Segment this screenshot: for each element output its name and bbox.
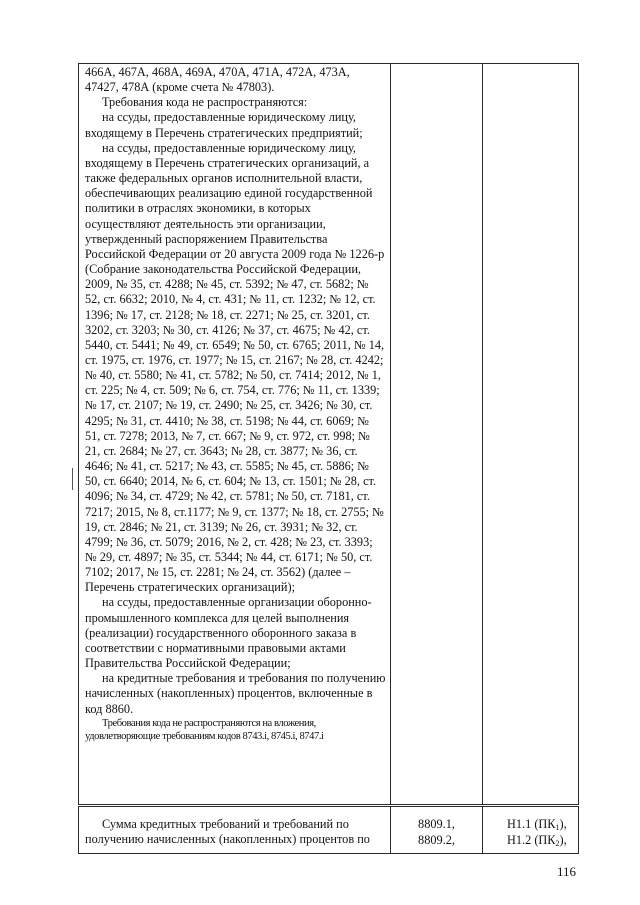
code-value: 8809.1,: [418, 817, 455, 831]
ratio-cell: [483, 64, 579, 806]
exclusion-item: на ссуды, предоставленные юридическому лицу, входящему в Перечень стратегических организаций, а также федеральных органов исполнительной власти, обеспечивающих реализацию единой государственной политики в отраслях экономики, в которых осуществляют деятельность эти организации, утвержденный распоряжением Правительства Российской Федерации от 20 августа 2009 года № 1226-р (Собрание законодательства Российской Федерации, 2009, № 35, ст. 4288; № 45, ст. 5392; № 47, ст. 5682; № 52, ст. 6632; 2010, № 4, ст. 431; № 11, ст. 1232; № 12, ст. 1396; № 17, ст. 2128; № 18, ст. 2271; № 25, ст. 3201, ст. 3202, ст. 3203; № 30, ст. 4126; № 37, ст. 4675; № 42, ст. 5440, ст. 5441; № 49, ст. 6549; № 50, ст. 6765; 2011, № 14, ст. 1975, ст. 1976, ст. 1977; № 15, ст. 2167; № 28, ст. 4242; № 40, ст. 5580; № 41, ст. 5782; № 50, ст. 7414; 2012, № 1, ст. 225; № 4, ст. 509; № 6, ст. 754, ст. 776; № 11, ст. 1339; № 17, ст. 2107; № 19, ст. 2490; № 25, ст. 3426; № 30, ст. 4295; № 31, ст. 4410; № 38, ст. 5198; № 44, ст. 6069; № 51, ст. 7278; 2013, № 7, ст. 667; № 9, ст. 972, ст. 998; № 21, ст. 2684; № 27, ст. 3643; № 28, ст. 3877; № 36, ст. 4646; № 41, ст. 5217; № 43, ст. 5585; № 45, ст. 5886; № 50, ст. 6640; 2014, № 6, ст. 604; № 13, ст. 1501; № 28, ст. 4096; № 34, ст. 4729; № 42, ст. 5781; № 50, ст. 7181, ст. 7217; 2015, № 8, ст.1177; № 9, ст. 1377; № 18, ст. 2755; № 19, ст. 2846; № 21, ст. 3139; № 26, ст. 3931; № 32, ст. 4799; № 36, ст. 5079; 2016, № 2, ст. 428; № 23, ст. 3393; № 29, ст. 4897; № 35, ст. 5344; № 44, ст. 6171; № 50, ст. 7102; 2017, № 15, ст. 2281; № 24, ст. 3562) (далее – Перечень стратегических организаций);: [85, 140, 385, 595]
exclusions-heading: Требования кода не распространяются:: [102, 95, 308, 110]
description-cell: [79, 806, 391, 854]
table-row: [79, 64, 579, 806]
code-cell: [391, 806, 483, 854]
investment-exclusion-note: Требования кода не распространяются на вложения, удовлетворяющие требованиям кодов 8743.i, 8745.i, 8747.i: [85, 717, 324, 742]
code-value: 8809.2,: [418, 832, 455, 847]
margin-mark: [72, 468, 73, 490]
ratio-cell: [483, 806, 579, 854]
ratio-value: Н1.2 $(ПК_2)$,: [507, 832, 567, 848]
requirements-table: [78, 63, 579, 854]
ratio-value: Н1.1 $(ПК_1)$,: [507, 817, 567, 832]
description-cell: [79, 64, 391, 806]
exclusion-item: на ссуды, предоставленные организации оборонно-промышленного комплекса для целей выполнения (реализации) государственного оборонного заказа в соответствии с нормативными правовыми актами Правительства Российской Федерации;: [85, 595, 372, 671]
account-list-text: 466А, 467А, 468А, 469А, 470А, 471А, 472А, 473А, 47427, 478А (кроме счета № 47803).: [85, 65, 350, 95]
code-cell: [391, 64, 483, 806]
page-number: 116: [557, 864, 577, 879]
table-row: [79, 806, 579, 854]
row-description: Сумма кредитных требований и требований по получению начисленных (накопленных) процентов по: [85, 817, 370, 847]
exclusion-item: на кредитные требования и требования по получению начисленных (накопленных) процентов, включенные в код 8860.: [85, 671, 386, 716]
exclusion-item: на ссуды, предоставленные юридическому лицу, входящему в Перечень стратегических предприятий;: [85, 110, 363, 140]
